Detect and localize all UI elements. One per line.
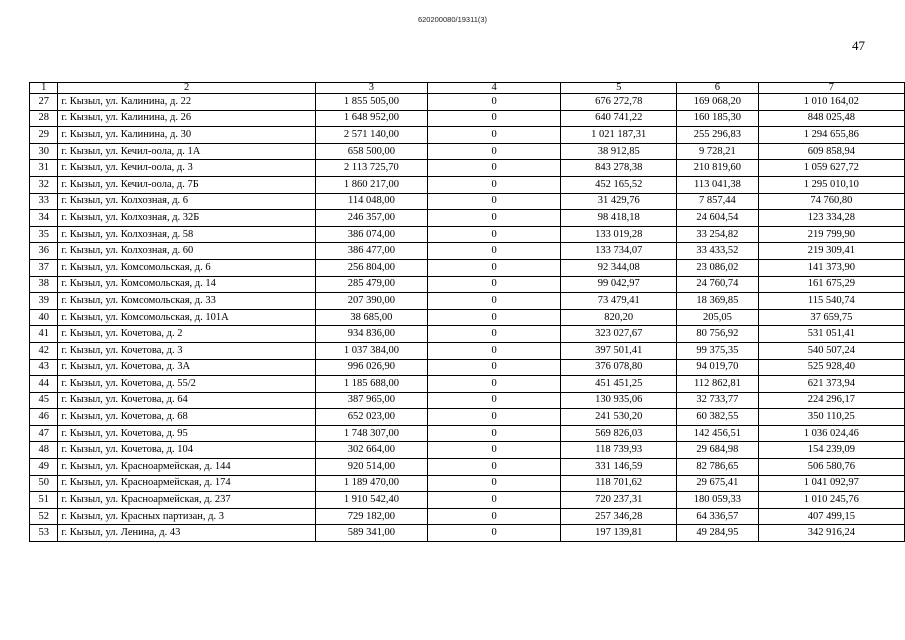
table-row (30, 94, 905, 111)
row-number: 47 (30, 425, 58, 442)
value-cell-5: 38 912,85 (561, 143, 677, 160)
value-cell-7: 74 760,80 (758, 193, 904, 210)
value-cell-4: 0 (428, 525, 561, 542)
value-cell-6: 29 675,41 (677, 475, 758, 492)
value-cell-5: 118 701,62 (561, 475, 677, 492)
value-cell-3: 2 113 725,70 (315, 160, 427, 177)
value-cell-4: 0 (428, 210, 561, 227)
value-cell-4: 0 (428, 508, 561, 525)
table-row (30, 376, 905, 393)
value-cell-4: 0 (428, 309, 561, 326)
row-number: 34 (30, 210, 58, 227)
row-number: 37 (30, 259, 58, 276)
value-cell-5: 92 344,08 (561, 259, 677, 276)
address-cell: г. Кызыл, ул. Колхозная, д. 6 (58, 193, 315, 210)
address-cell: г. Кызыл, ул. Кочетова, д. 3 (58, 342, 315, 359)
value-cell-7: 525 928,40 (758, 359, 904, 376)
value-cell-7: 37 659,75 (758, 309, 904, 326)
value-cell-3: 1 037 384,00 (315, 342, 427, 359)
address-cell: г. Кызыл, ул. Кечил-оола, д. 7Б (58, 176, 315, 193)
value-cell-4: 0 (428, 425, 561, 442)
address-cell: г. Кызыл, ул. Красных партизан, д. 3 (58, 508, 315, 525)
value-cell-7: 1 010 245,76 (758, 492, 904, 509)
table-row (30, 127, 905, 144)
row-number: 32 (30, 176, 58, 193)
address-cell: г. Кызыл, ул. Кечил-оола, д. 1А (58, 143, 315, 160)
value-cell-3: 658 500,00 (315, 143, 427, 160)
value-cell-7: 621 373,94 (758, 376, 904, 393)
table-row (30, 475, 905, 492)
value-cell-5: 1 021 187,31 (561, 127, 677, 144)
value-cell-7: 407 499,15 (758, 508, 904, 525)
table-row (30, 525, 905, 542)
row-number: 27 (30, 94, 58, 111)
address-cell: г. Кызыл, ул. Калинина, д. 22 (58, 94, 315, 111)
address-cell: г. Кызыл, ул. Кочетова, д. 104 (58, 442, 315, 459)
value-cell-3: 1 748 307,00 (315, 425, 427, 442)
document-id: 620200080/19311(3) (417, 15, 488, 24)
row-number: 48 (30, 442, 58, 459)
value-cell-4: 0 (428, 342, 561, 359)
value-cell-6: 94 019,70 (677, 359, 758, 376)
value-cell-7: 1 059 627,72 (758, 160, 904, 177)
row-number: 36 (30, 243, 58, 260)
value-cell-3: 1 189 470,00 (315, 475, 427, 492)
address-cell: г. Кызыл, ул. Кечил-оола, д. 3 (58, 160, 315, 177)
value-cell-5: 133 734,07 (561, 243, 677, 260)
address-cell: г. Кызыл, ул. Красноармейская, д. 237 (58, 492, 315, 509)
value-cell-6: 142 456,51 (677, 425, 758, 442)
column-header: 4 (428, 83, 561, 94)
value-cell-6: 33 433,52 (677, 243, 758, 260)
value-cell-4: 0 (428, 475, 561, 492)
address-cell: г. Кызыл, ул. Кочетова, д. 2 (58, 326, 315, 343)
value-cell-5: 376 078,80 (561, 359, 677, 376)
address-cell: г. Кызыл, ул. Калинина, д. 30 (58, 127, 315, 144)
row-number: 53 (30, 525, 58, 542)
value-cell-7: 219 309,41 (758, 243, 904, 260)
column-header: 1 (30, 83, 58, 94)
address-cell: г. Кызыл, ул. Красноармейская, д. 174 (58, 475, 315, 492)
value-cell-6: 99 375,35 (677, 342, 758, 359)
value-cell-5: 98 418,18 (561, 210, 677, 227)
value-cell-5: 569 826,03 (561, 425, 677, 442)
table-row (30, 508, 905, 525)
value-cell-4: 0 (428, 392, 561, 409)
address-cell: г. Кызыл, ул. Комсомольская, д. 33 (58, 293, 315, 310)
value-cell-3: 729 182,00 (315, 508, 427, 525)
value-cell-5: 118 739,93 (561, 442, 677, 459)
address-cell: г. Кызыл, ул. Комсомольская, д. 101А (58, 309, 315, 326)
table-row (30, 442, 905, 459)
value-cell-6: 255 296,83 (677, 127, 758, 144)
table-row (30, 326, 905, 343)
table-row (30, 309, 905, 326)
value-cell-5: 257 346,28 (561, 508, 677, 525)
value-cell-3: 302 664,00 (315, 442, 427, 459)
value-cell-4: 0 (428, 110, 561, 127)
value-cell-6: 18 369,85 (677, 293, 758, 310)
value-cell-7: 1 294 655,86 (758, 127, 904, 144)
value-cell-5: 676 272,78 (561, 94, 677, 111)
value-cell-5: 133 019,28 (561, 226, 677, 243)
column-header: 7 (758, 83, 904, 94)
value-cell-4: 0 (428, 243, 561, 260)
page-number: 47 (852, 38, 865, 53)
value-cell-5: 720 237,31 (561, 492, 677, 509)
table-row (30, 110, 905, 127)
row-number: 43 (30, 359, 58, 376)
row-number: 35 (30, 226, 58, 243)
address-cell: г. Кызыл, ул. Комсомольская, д. 6 (58, 259, 315, 276)
value-cell-4: 0 (428, 176, 561, 193)
value-cell-5: 31 429,76 (561, 193, 677, 210)
value-cell-6: 210 819,60 (677, 160, 758, 177)
table-row (30, 409, 905, 426)
address-cell: г. Кызыл, ул. Кочетова, д. 55/2 (58, 376, 315, 393)
row-number: 30 (30, 143, 58, 160)
value-cell-4: 0 (428, 293, 561, 310)
address-cell: г. Кызыл, ул. Кочетова, д. 3А (58, 359, 315, 376)
value-cell-7: 609 858,94 (758, 143, 904, 160)
address-cell: г. Кызыл, ул. Колхозная, д. 32Б (58, 210, 315, 227)
value-cell-4: 0 (428, 193, 561, 210)
value-cell-7: 141 373,90 (758, 259, 904, 276)
value-cell-5: 130 935,06 (561, 392, 677, 409)
value-cell-5: 397 501,41 (561, 342, 677, 359)
table-row (30, 425, 905, 442)
table-row (30, 259, 905, 276)
value-cell-6: 32 733,77 (677, 392, 758, 409)
value-cell-7: 1 010 164,02 (758, 94, 904, 111)
table-row (30, 359, 905, 376)
address-cell: г. Кызыл, ул. Кочетова, д. 95 (58, 425, 315, 442)
row-number: 52 (30, 508, 58, 525)
value-cell-6: 9 728,21 (677, 143, 758, 160)
value-cell-3: 996 026,90 (315, 359, 427, 376)
value-cell-6: 82 786,65 (677, 459, 758, 476)
value-cell-3: 1 648 952,00 (315, 110, 427, 127)
value-cell-6: 49 284,95 (677, 525, 758, 542)
header-row (30, 83, 905, 94)
value-cell-5: 197 139,81 (561, 525, 677, 542)
table-row (30, 293, 905, 310)
data-table (29, 82, 905, 542)
value-cell-3: 246 357,00 (315, 210, 427, 227)
value-cell-3: 256 804,00 (315, 259, 427, 276)
value-cell-4: 0 (428, 160, 561, 177)
row-number: 44 (30, 376, 58, 393)
table-row (30, 392, 905, 409)
value-cell-3: 386 477,00 (315, 243, 427, 260)
value-cell-7: 1 041 092,97 (758, 475, 904, 492)
value-cell-6: 24 760,74 (677, 276, 758, 293)
value-cell-4: 0 (428, 459, 561, 476)
table-row (30, 459, 905, 476)
value-cell-3: 1 855 505,00 (315, 94, 427, 111)
value-cell-6: 24 604,54 (677, 210, 758, 227)
value-cell-3: 934 836,00 (315, 326, 427, 343)
row-number: 51 (30, 492, 58, 509)
value-cell-4: 0 (428, 376, 561, 393)
value-cell-3: 114 048,00 (315, 193, 427, 210)
value-cell-3: 207 390,00 (315, 293, 427, 310)
row-number: 41 (30, 326, 58, 343)
value-cell-6: 7 857,44 (677, 193, 758, 210)
value-cell-6: 112 862,81 (677, 376, 758, 393)
value-cell-6: 113 041,38 (677, 176, 758, 193)
table-row (30, 176, 905, 193)
value-cell-3: 920 514,00 (315, 459, 427, 476)
value-cell-7: 848 025,48 (758, 110, 904, 127)
column-header: 2 (58, 83, 315, 94)
row-number: 33 (30, 193, 58, 210)
value-cell-6: 60 382,55 (677, 409, 758, 426)
value-cell-5: 452 165,52 (561, 176, 677, 193)
address-cell: г. Кызыл, ул. Калинина, д. 26 (58, 110, 315, 127)
value-cell-4: 0 (428, 492, 561, 509)
value-cell-6: 23 086,02 (677, 259, 758, 276)
value-cell-7: 224 296,17 (758, 392, 904, 409)
value-cell-4: 0 (428, 94, 561, 111)
value-cell-6: 205,05 (677, 309, 758, 326)
value-cell-6: 29 684,98 (677, 442, 758, 459)
value-cell-3: 1 185 688,00 (315, 376, 427, 393)
value-cell-7: 531 051,41 (758, 326, 904, 343)
value-cell-7: 506 580,76 (758, 459, 904, 476)
value-cell-7: 161 675,29 (758, 276, 904, 293)
table-row (30, 160, 905, 177)
value-cell-6: 33 254,82 (677, 226, 758, 243)
value-cell-6: 180 059,33 (677, 492, 758, 509)
table-row (30, 243, 905, 260)
value-cell-7: 540 507,24 (758, 342, 904, 359)
value-cell-5: 73 479,41 (561, 293, 677, 310)
value-cell-7: 1 295 010,10 (758, 176, 904, 193)
column-header: 3 (315, 83, 427, 94)
table-row (30, 492, 905, 509)
value-cell-7: 123 334,28 (758, 210, 904, 227)
value-cell-4: 0 (428, 409, 561, 426)
row-number: 29 (30, 127, 58, 144)
value-cell-4: 0 (428, 442, 561, 459)
address-cell: г. Кызыл, ул. Колхозная, д. 60 (58, 243, 315, 260)
value-cell-3: 387 965,00 (315, 392, 427, 409)
value-cell-4: 0 (428, 127, 561, 144)
address-cell: г. Кызыл, ул. Колхозная, д. 58 (58, 226, 315, 243)
row-number: 40 (30, 309, 58, 326)
value-cell-3: 1 860 217,00 (315, 176, 427, 193)
value-cell-4: 0 (428, 226, 561, 243)
value-cell-7: 342 916,24 (758, 525, 904, 542)
value-cell-7: 350 110,25 (758, 409, 904, 426)
address-cell: г. Кызыл, ул. Кочетова, д. 68 (58, 409, 315, 426)
value-cell-5: 843 278,38 (561, 160, 677, 177)
value-cell-3: 285 479,00 (315, 276, 427, 293)
row-number: 31 (30, 160, 58, 177)
value-cell-5: 640 741,22 (561, 110, 677, 127)
value-cell-3: 589 341,00 (315, 525, 427, 542)
row-number: 38 (30, 276, 58, 293)
value-cell-3: 2 571 140,00 (315, 127, 427, 144)
value-cell-6: 64 336,57 (677, 508, 758, 525)
column-header: 5 (561, 83, 677, 94)
value-cell-3: 1 910 542,40 (315, 492, 427, 509)
value-cell-6: 80 756,92 (677, 326, 758, 343)
address-cell: г. Кызыл, ул. Красноармейская, д. 144 (58, 459, 315, 476)
row-number: 45 (30, 392, 58, 409)
address-cell: г. Кызыл, ул. Комсомольская, д. 14 (58, 276, 315, 293)
value-cell-7: 1 036 024,46 (758, 425, 904, 442)
row-number: 50 (30, 475, 58, 492)
value-cell-6: 169 068,20 (677, 94, 758, 111)
value-cell-3: 652 023,00 (315, 409, 427, 426)
address-cell: г. Кызыл, ул. Кочетова, д. 64 (58, 392, 315, 409)
value-cell-3: 38 685,00 (315, 309, 427, 326)
value-cell-4: 0 (428, 276, 561, 293)
value-cell-3: 386 074,00 (315, 226, 427, 243)
value-cell-5: 99 042,97 (561, 276, 677, 293)
value-cell-4: 0 (428, 326, 561, 343)
row-number: 46 (30, 409, 58, 426)
value-cell-4: 0 (428, 359, 561, 376)
row-number: 39 (30, 293, 58, 310)
table-row (30, 276, 905, 293)
value-cell-7: 115 540,74 (758, 293, 904, 310)
value-cell-5: 451 451,25 (561, 376, 677, 393)
value-cell-5: 241 530,20 (561, 409, 677, 426)
value-cell-7: 154 239,09 (758, 442, 904, 459)
value-cell-4: 0 (428, 143, 561, 160)
row-number: 49 (30, 459, 58, 476)
value-cell-5: 820,20 (561, 309, 677, 326)
table-row (30, 143, 905, 160)
value-cell-4: 0 (428, 259, 561, 276)
value-cell-5: 331 146,59 (561, 459, 677, 476)
table-row (30, 210, 905, 227)
column-header: 6 (677, 83, 758, 94)
value-cell-5: 323 027,67 (561, 326, 677, 343)
row-number: 42 (30, 342, 58, 359)
table-row (30, 226, 905, 243)
value-cell-6: 160 185,30 (677, 110, 758, 127)
value-cell-7: 219 799,90 (758, 226, 904, 243)
table-row (30, 342, 905, 359)
table-row (30, 193, 905, 210)
row-number: 28 (30, 110, 58, 127)
address-cell: г. Кызыл, ул. Ленина, д. 43 (58, 525, 315, 542)
